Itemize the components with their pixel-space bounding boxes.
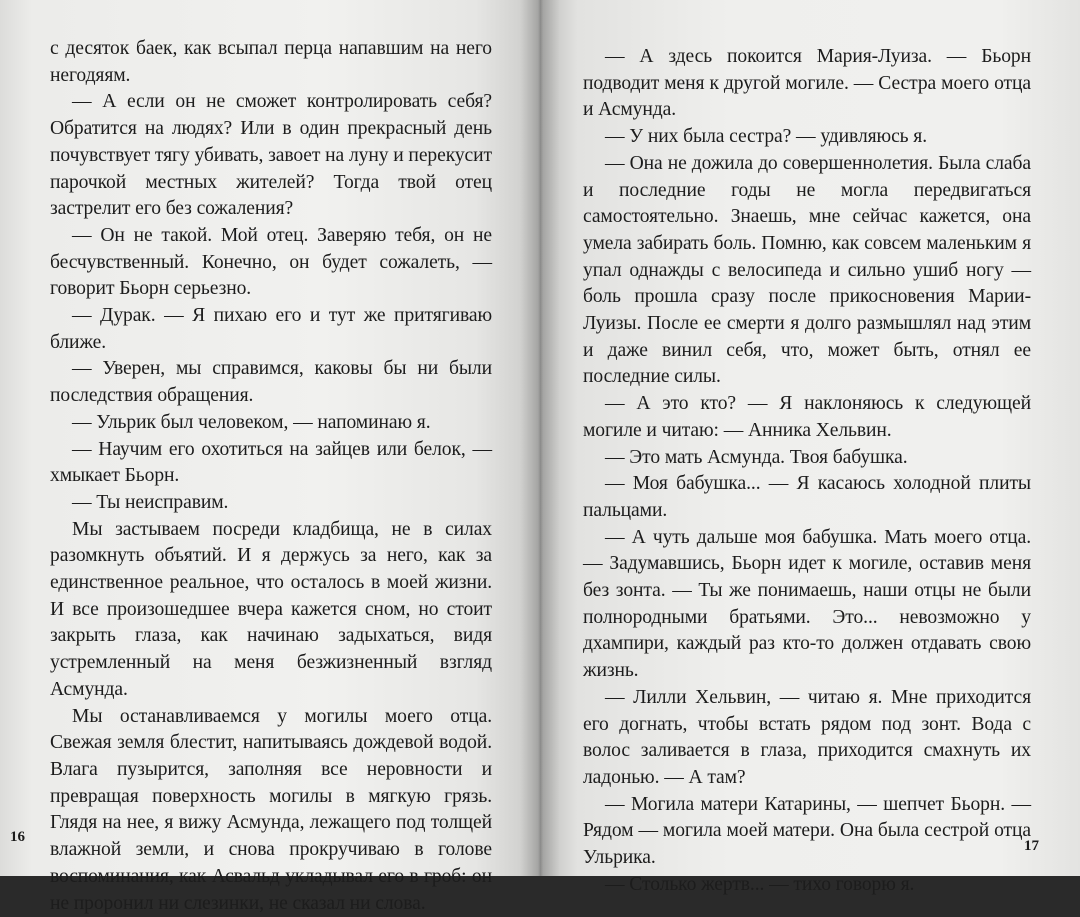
paragraph: — Дурак. — Я пихаю его и тут же притягиваю ближе. (50, 305, 492, 353)
paragraph: — А здесь покоится Мария-Луиза. — Бьорн подводит меня к другой могиле. — Сестра моего отца и Асмунда. (583, 46, 1031, 121)
page-number-left: 16 (10, 829, 25, 845)
left-page (0, 0, 540, 914)
paragraph: — Могила матери Катарины, — шепчет Бьорн. — Рядом — могила моей матери. Она была сестрой отца Ульрика. (583, 793, 1031, 869)
paragraph: — Она не дожила до совершеннолетия. Была слаба и последние годы не могла передвигаться самостоятельно. Знаешь, мне сейчас кажется, она умела забирать боль. Помню, как совсем маленьким я упал однажды с велосипеда и сильно ушиб ногу — боль прошла сразу после прикосновения Марии-Луизы. После ее смерти я долго размышлял над этим и даже винил себя, что, может быть, отнял ее последние силы. (583, 152, 1031, 388)
paragraph: — Ты неисправим. (72, 491, 229, 513)
page-number-right: 17 (1024, 838, 1039, 854)
left-page-text (50, 36, 492, 917)
paragraph: с десяток баек, как всыпал перца напавшим на него негодяям. (50, 38, 492, 86)
paragraph: — Моя бабушка... — Я касаюсь холодной плиты пальцами. (583, 473, 1031, 521)
paragraph: — Ульрик был человеком, — напоминаю я. (72, 411, 431, 433)
paragraph: — Это мать Асмунда. Твоя бабушка. (605, 446, 908, 468)
paragraph: — У них была сестра? — удивляюсь я. (605, 126, 928, 148)
paragraph: — Столько жертв... — тихо говорю я. (605, 873, 915, 895)
paragraph: Мы останавливаемся у могилы моего отца. Свежая земля блестит, напитываясь дождевой водой. Влага пузырится, заполняя все неровности и превращая поверхность могилы в мягкую грязь. Глядя на нее, я вижу Асмунда, лежащего под толщей влажной земли, и снова прокручиваю в голове воспоминания, как Асвальд укладывал его в гроб: он не проронил ни слезинки, не сказал ни слова. (50, 705, 492, 914)
paragraph: — А если он не сможет контролировать себя? Обратится на людях? Или в один прекрасный день почувствует тягу убивать, завоет на луну и перекусит парочкой местных жителей? Тогда твой отец застрелит его без сожаления? (50, 91, 492, 220)
paragraph: — А это кто? — Я наклоняюсь к следующей могиле и читаю: — Анника Хельвин. (583, 393, 1031, 441)
right-page (540, 0, 1080, 895)
paragraph: — Уверен, мы справимся, каковы бы ни были последствия обращения. (50, 358, 492, 407)
right-page-text (583, 44, 1031, 899)
paragraph: — Он не такой. Мой отец. Заверяю тебя, он не бесчувственный. Конечно, он будет сожалеть, — говорит Бьорн серьезно. (50, 224, 492, 300)
paragraph: — Научим его охотиться на зайцев или белок, — хмыкает Бьорн. (50, 438, 492, 487)
paragraph: — А чуть дальше моя бабушка. Мать моего отца. — Задумавшись, Бьорн идет к могиле, оставив меня без зонта. — Ты же понимаешь, наши отцы не были полнородными братьями. Это... невозможно у дхампири, каждый раз кто-то должен отдавать свою жизнь. (583, 526, 1031, 682)
paragraph: Мы застываем посреди кладбища, не в силах разомкнуть объятий. И я держусь за него, как за единственное реальное, что осталось в моей жизни. И все произошедшее вчера кажется сном, но стоит закрыть глаза, как начинаю задыхаться, видя устремленный на меня безжизненный взгляд Асмунда. (50, 518, 492, 700)
paragraph: — Лилли Хельвин, — читаю я. Мне приходится его догнать, чтобы встать рядом под зонт. Вода с волос заливается в глаза, приходится смахнуть их ладонью. — А там? (583, 686, 1031, 788)
